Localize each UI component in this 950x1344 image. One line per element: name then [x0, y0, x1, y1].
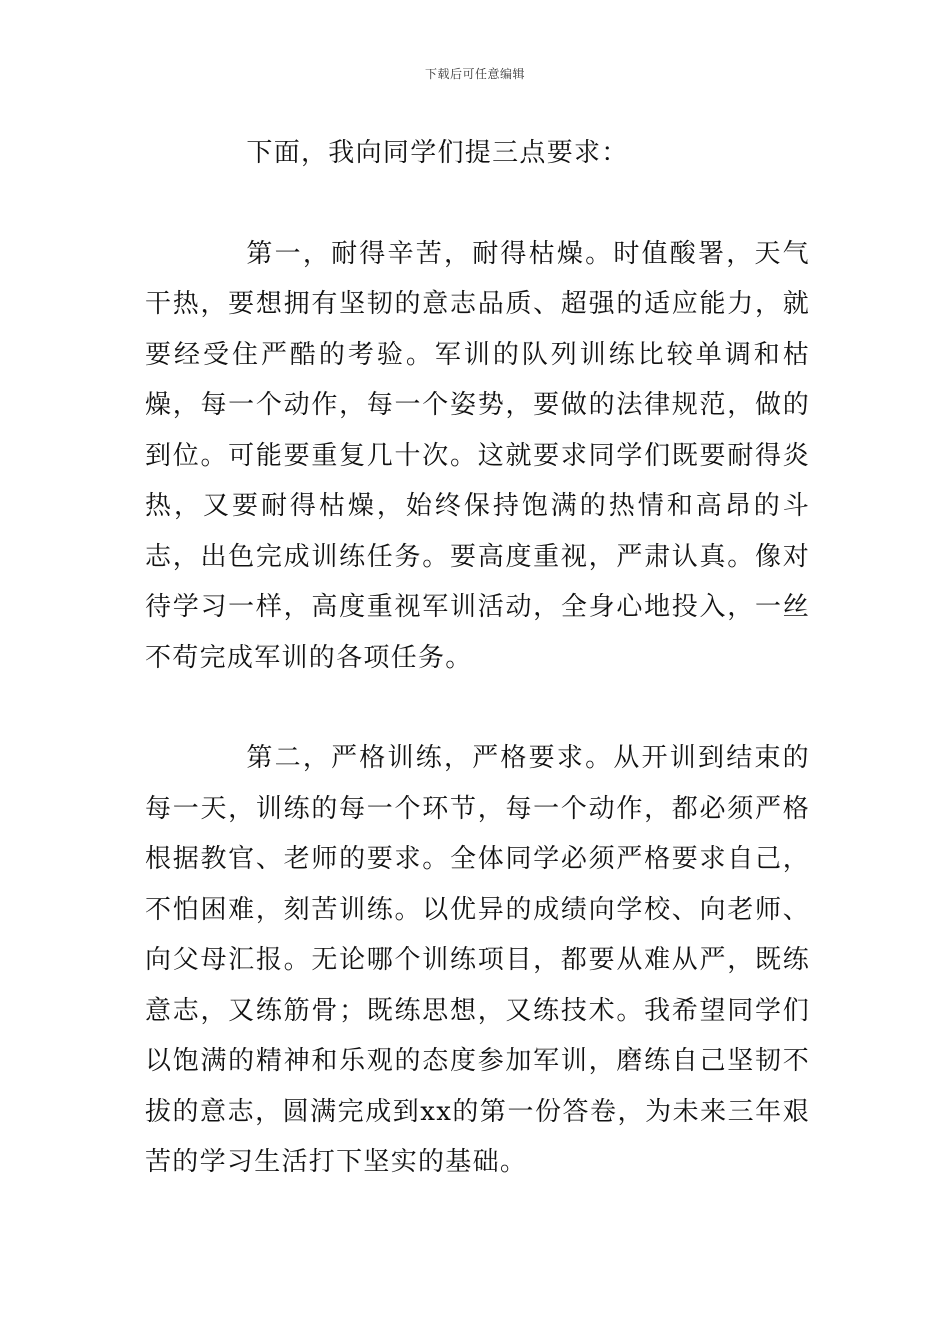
page-header: 下载后可任意编辑 [424, 67, 525, 81]
document-body [145, 128, 810, 1188]
paragraph-first-requirement: 第一，耐得辛苦，耐得枯燥。时值酸署，天气干热，要想拥有坚韧的意志品质、超强的适应能力，就要经受住严酷的考验。军训的队列训练比较单调和枯燥，每一个动作，每一个姿势，要做的法律规范，做的到位。可能要重复几十次。这就要求同学们既要耐得炎热，又要耐得枯燥，始终保持饱满的热情和高昂的斗志，出色完成训练任务。要高度重视，严肃认真。像对待学习一样，高度重视军训活动，全身心地投入，一丝不苟完成军训的各项任务。 [145, 238, 810, 673]
intro-paragraph: 下面，我向同学们提三点要求： [246, 138, 629, 168]
paragraph-second-requirement: 第二，严格训练，严格要求。从开训到结束的每一天，训练的每一个环节，每一个动作，都必须严格根据教官、老师的要求。全体同学必须严格要求自己，不怕困难，刻苦训练。以优异的成绩向学校、向老师、向父母汇报。无论哪个训练项目，都要从难从严，既练意志，又练筋骨；既练思想，又练技术。我希望同学们以饱满的精神和乐观的态度参加军训，磨练自己坚韧不拔的意志，圆满完成到xx的第一份答卷，为未来三年艰苦的学习生活打下坚实的基础。 [145, 743, 810, 1177]
